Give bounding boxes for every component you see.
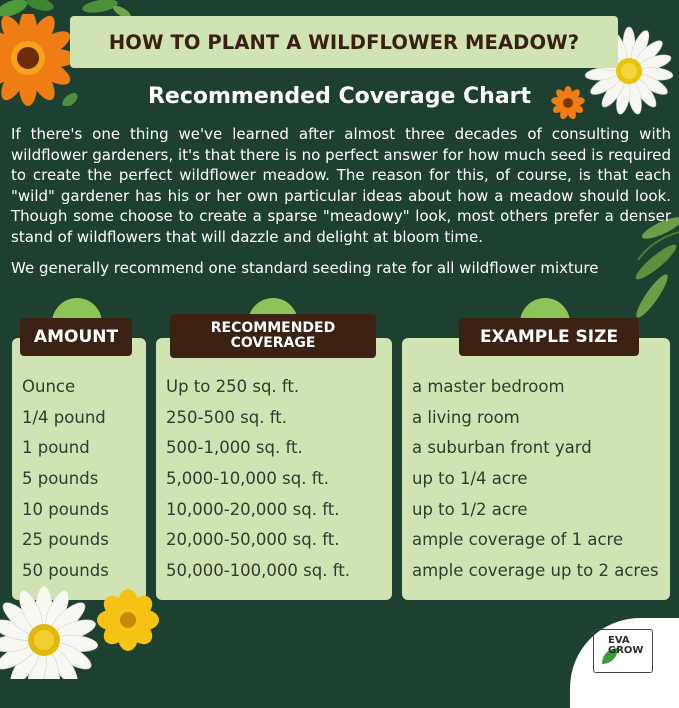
amount-cell: 25 pounds bbox=[22, 530, 109, 550]
example-header bbox=[459, 318, 639, 356]
example-cell: a living room bbox=[412, 407, 520, 427]
coverage-cell: 20,000-50,000 sq. ft. bbox=[166, 530, 340, 550]
chart-subtitle: Recommended Coverage Chart bbox=[147, 84, 532, 109]
brand-logo-line2: GROW bbox=[608, 645, 644, 656]
amount-cell: 50 pounds bbox=[22, 561, 109, 581]
coverage-cell: 5,000-10,000 sq. ft. bbox=[166, 469, 329, 489]
amount-cell: 1 pound bbox=[22, 438, 90, 458]
coverage-cell: 250-500 sq. ft. bbox=[166, 407, 287, 427]
intro-paragraph: If there's one thing we've learned after almost three decades of consulting with wildflower gardeners, it's that there is no perfect answer for how much seed is required to create the perfect wildflower meadow. The reason for this, of course, is that each "wild" gardener has his or her own particular ideas about how a meadow should look. Though some choose to create a sparse "meadowy" look, most others prefer a denser stand of wildflowers that will dazzle and delight at bloom time. bbox=[11, 125, 671, 246]
recommendation-text: We generally recommend one standard seeding rate for all wildflower mixture bbox=[11, 259, 599, 277]
example-cell: a suburban front yard bbox=[412, 438, 592, 458]
example-list bbox=[412, 377, 659, 592]
daisy-flower-icon bbox=[0, 582, 104, 679]
title-banner bbox=[70, 16, 618, 68]
example-cell: a master bedroom bbox=[412, 377, 565, 396]
brand-logo-text bbox=[608, 636, 643, 656]
example-header-label: EXAMPLE SIZE bbox=[479, 327, 619, 347]
amount-cell: Ounce bbox=[22, 377, 76, 396]
amount-header-label: AMOUNT bbox=[33, 327, 119, 347]
coverage-cell: 500-1,000 sq. ft. bbox=[166, 438, 303, 458]
amount-cell: 1/4 pound bbox=[22, 407, 106, 427]
coverage-cell: 10,000-20,000 sq. ft. bbox=[166, 499, 340, 519]
example-cell: ample coverage up to 2 acres bbox=[412, 561, 659, 581]
coverage-cell: Up to 250 sq. ft. bbox=[166, 377, 300, 396]
page-title: HOW TO PLANT A WILDFLOWER MEADOW? bbox=[108, 30, 580, 54]
example-cell: up to 1/4 acre bbox=[412, 469, 528, 489]
coverage-list bbox=[166, 377, 350, 592]
amount-cell: 5 pounds bbox=[22, 469, 99, 489]
example-cell: up to 1/2 acre bbox=[412, 499, 528, 519]
coverage-header-label-line2: COVERAGE bbox=[230, 335, 316, 351]
amount-list bbox=[22, 377, 109, 592]
amount-header bbox=[20, 318, 132, 356]
example-cell: ample coverage of 1 acre bbox=[412, 530, 624, 550]
brand-logo-line1: EVA bbox=[608, 635, 630, 646]
amount-cell: 10 pounds bbox=[22, 499, 109, 519]
coverage-header-label-line1: RECOMMENDED bbox=[210, 320, 336, 336]
coverage-cell: 50,000-100,000 sq. ft. bbox=[166, 561, 350, 581]
coverage-header bbox=[170, 314, 376, 358]
coreopsis-flower-icon bbox=[96, 588, 160, 652]
